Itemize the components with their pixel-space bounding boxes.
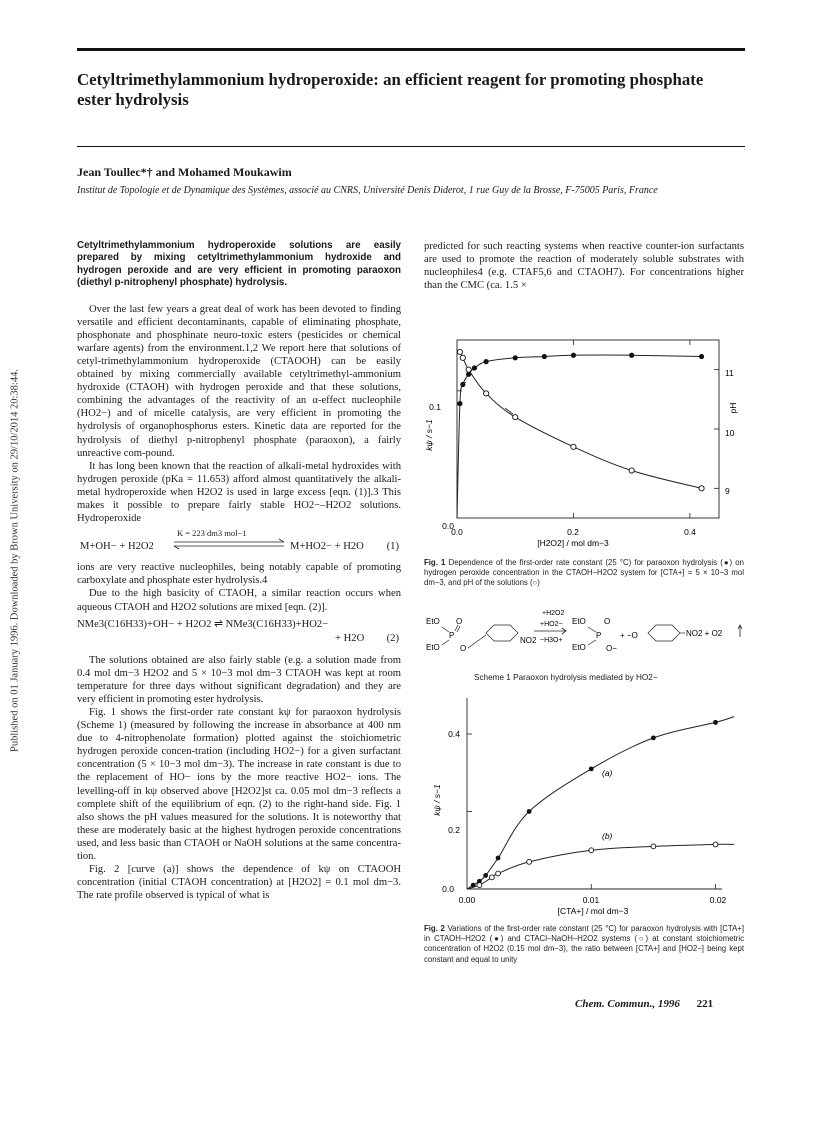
fig2-a-point (651, 735, 656, 740)
scheme-o: O (460, 644, 467, 653)
scheme-ominus: O− (606, 644, 617, 653)
fig1-ph-point (699, 486, 704, 491)
fig2-curve-a-label: (a) (602, 768, 613, 778)
eq2-line2: + H2O (335, 632, 365, 644)
benzene-ring-icon (648, 625, 680, 641)
fig2-b-point (713, 842, 718, 847)
scheme-o: O (456, 617, 463, 626)
fig1-k-point (513, 355, 518, 360)
paragraph: The solutions obtained are also fairly stable (e.g. a solution made from 0.4 mol dm−3 H2O2 and 5 × 10−3 mol dm−3 CTAOH was kept at room temperature for three days without significant degradation) and they are very efficient in promoting ester hydrolysis. (77, 654, 401, 705)
equation-1 (77, 527, 401, 561)
scheme-p: P (449, 631, 455, 640)
benzene-ring-icon (486, 625, 518, 641)
fig2-caption-text: Variations of the first-order rate constant (25 °C) for paraoxon hydrolysis with [CTA+] in CTAOH–H2O2 (●) and CTACl–NaOH–H2O2 systems (○) at constant stoichiometric concentration of H2O2 (0.15 mol dm−3), the ratio between [CTA+] and [HO2−] being kept constant and equal to unity (424, 924, 744, 964)
fig2-xtick: 0.02 (709, 895, 727, 905)
scheme-eto: EtO (426, 643, 440, 652)
fig2-xtick: 0.00 (458, 895, 476, 905)
right-column (424, 240, 744, 292)
fig1-xtick: 0.4 (684, 527, 696, 537)
fig1-ytick: 0.1 (429, 402, 441, 412)
fig1-k-point (472, 365, 477, 370)
fig2-xtick: 0.01 (582, 895, 600, 905)
fig2-a-point (471, 883, 476, 888)
fig1-xtick: 0.0 (451, 527, 463, 537)
affiliation: Institut de Topologie et de Dynamique des Systèmes, associé au CNRS, Université Denis Diderot, 1 rue Guy de la Brosse, F-75005 Paris, France (77, 185, 658, 196)
paragraph: Fig. 2 [curve (a)] shows the dependence of kψ on CTAOOH concentration (initial CTAOH concentration) at [H2O2] = 0.1 mol dm−3. The rate profile observed is typical of what is (77, 864, 401, 902)
sidebar-text: Published on 01 January 1996. Downloaded by Brown University on 29/10/2014 20:38:44. (9, 369, 21, 752)
fig1-k-point (542, 354, 547, 359)
article-title: Cetyltrimethylammonium hydroperoxide: an efficient reagent for promoting phosphate ester hydrolysis (77, 70, 704, 109)
fig1-k-point (699, 354, 704, 359)
scheme-no2: NO2 (520, 636, 537, 645)
fig1-k-point (484, 359, 489, 364)
fig1-ph-point (571, 444, 576, 449)
scheme-1 (424, 605, 744, 665)
fig2-b-point (477, 883, 482, 888)
authors: Jean Toullec*† and Mohamed Moukawim (77, 165, 292, 179)
scheme-reagent: −H3O+ (540, 637, 563, 644)
equation-2 (77, 618, 401, 648)
fig1-xtick: 0.2 (567, 527, 579, 537)
fig1-k-point (457, 401, 462, 406)
fig2-ytick: 0.2 (448, 825, 460, 835)
fig2-xlabel: [CTA+] / mol dm−3 (557, 906, 629, 916)
fig1-ph-point (460, 355, 465, 360)
scheme-eto: EtO (572, 643, 586, 652)
fig1-ylabel-right: pH (728, 402, 738, 414)
fig2-b-point (496, 871, 501, 876)
fig2-a-point (589, 766, 594, 771)
top-rule (77, 48, 745, 51)
scheme-reagent: +HO2− (540, 621, 563, 628)
fig1-k-curve (457, 355, 702, 518)
fig2-caption-label: Fig. 2 (424, 924, 445, 933)
fig1-ylabel: kψ / s−1 (424, 419, 434, 451)
fig2-a-point (527, 809, 532, 814)
fig1-ph-point (629, 468, 634, 473)
fig1-frame (457, 340, 719, 518)
fig2-caption (424, 924, 744, 965)
fig2-curve-a (467, 717, 734, 889)
figure-1 (410, 330, 745, 550)
paragraph: Due to the high basicity of CTAOH, a similar reaction occurs when aqueous CTAOH and H2O2 solutions are mixed [eqn. (2)]. (77, 588, 401, 613)
fig2-curve-b (467, 844, 734, 889)
paragraph: Fig. 1 shows the first-order rate constant kψ for paraoxon hydrolysis (Scheme 1) (measured by following the increase in absorbance at 400 nm due to 4-nitrophenolate formation) plotted against the stoichiometric hydrogen peroxide concen-tration (including HO2−) for a given surfactant concentration (5 × 10−3 mol dm−3). The increase in rate constant is due to the replacement of HO− ions by the more reactive HO2− ions. The levelling-off in kψ observed above [H2O2]st ca. 0.05 mol dm−3 reflects a complete shift of the equilibrium of eqn. (2) to the right-hand side. Fig. 1 also shows the pH values measured for the solutions. It is noteworthy that these are moderately basic at the highest hydrogen peroxide concentrations used, and less basic than CTAOH or NaOH solutions at the same concentra-tion. (77, 706, 401, 862)
fig2-a-point (483, 873, 488, 878)
fig1-caption-label: Fig. 1 (424, 558, 446, 567)
fig2-b-point (489, 875, 494, 880)
page-number: 221 (696, 998, 714, 1010)
abstract: Cetyltrimethylammonium hydroperoxide solutions are easily prepared by mixing cetyltrimethylammonium hydroxide and hydrogen peroxide and are very efficient in promoting paraoxon (diethyl p-nitrophenyl phosphate) hydrolysis. (77, 240, 401, 289)
fig1-ph-point (457, 349, 462, 354)
fig2-ylabel: kψ / s−1 (432, 784, 442, 816)
paragraph: Over the last few years a great deal of work has been devoted to finding versatile and efficient decontaminants, capable of eliminating phosphate, phosphonate and phosphinate neuro-toxic esters (pesticides or chemical warfare agents) from the environment.1,2 We report here that solutions of cetyl-trimethylammonium hydroperoxide (CTAOOH) can be easily obtained by mixing commercially available cetyltrimethyl-ammonium hydroxide (CTAOH) with hydrogen peroxide and that these solutions, combining the advantages of the reactivity of an α-effect nucleophile (HO2−) and of micelle catalysis, are very efficient in promoting the hydrolysis of organophosphorus esters. Kinetic data are reported for the hydrolysis of diethyl p-nitrophenyl phosphate (paraoxon), a fairly unreactive com-pound. (77, 303, 401, 459)
fig2-b-point (589, 848, 594, 853)
fig2-a-point (496, 856, 501, 861)
fig1-ph-point (513, 415, 518, 420)
scheme-p: P (596, 631, 602, 640)
fig1-k-point (629, 353, 634, 358)
fig1-caption (424, 558, 744, 589)
fig1-k-point (571, 353, 576, 358)
page-footer (575, 998, 713, 1010)
fig1-ph-point (484, 391, 489, 396)
fig2-ytick: 0.0 (442, 884, 454, 894)
eq2-number: (2) (386, 632, 399, 644)
fig1-ticks (457, 340, 719, 518)
fig2-b-point (527, 859, 532, 864)
fig2-b-point (651, 844, 656, 849)
fig1-ph-point (466, 367, 471, 372)
fig1-ytick-right: 9 (725, 486, 730, 496)
eq2-line1: NMe3(C16H33)+OH− + H2O2 ⇌ NMe3(C16H33)+HO2− (77, 618, 329, 630)
fig2-curve-b-label: (b) (602, 831, 613, 841)
fig2-a-point (713, 720, 718, 725)
left-column (77, 240, 401, 902)
equilibrium-constant: K = 223 dm3 mol−1 (177, 528, 247, 539)
scheme-o: O (604, 617, 611, 626)
fig1-xlabel: [H2O2] / mol dm−3 (537, 538, 609, 548)
eq1-products: M+HO2− + H2O (290, 541, 364, 553)
fig1-ytick: 0.0 (442, 521, 454, 531)
scheme-caption: Scheme 1 Paraoxon hydrolysis mediated by HO2− (474, 673, 658, 682)
scheme-eto: EtO (426, 617, 440, 626)
fig1-ph-curve (460, 352, 702, 488)
eq1-reactants: M+OH− + H2O2 (80, 541, 154, 553)
journal-citation: Chem. Commun., 1996 (575, 998, 680, 1010)
scheme-plus-o: + −O (620, 631, 638, 640)
download-sidebar (0, 0, 22, 1131)
eq1-number: (1) (386, 541, 399, 553)
fig1-caption-text: Dependence of the first-order rate constant (25 °C) for paraoxon hydrolysis (●) on hydrogen peroxide concentration in the CTAOH–H2O2 system for [CTA+] = 5 × 10−3 mol dm−3, and pH of the solutions (○) (424, 558, 744, 588)
scheme-eto: EtO (572, 617, 586, 626)
fig1-ytick-right: 10 (725, 428, 735, 438)
title-rule (77, 146, 745, 147)
figure-2 (410, 688, 745, 918)
paragraph: predicted for such reacting systems when reactive counter-ion surfactants are used to promote the reaction of moderately soluble substrates with nucleophiles4 (e.g. CTAF5,6 and CTAOH7). For concentrations higher than the CMC (ca. 1.5 × (424, 241, 744, 292)
fig1-ytick-right: 11 (725, 368, 734, 378)
scheme-reagent: +H2O2 (542, 610, 565, 617)
fig2-ytick: 0.4 (448, 729, 460, 739)
scheme-no2-o2: NO2 + O2 (686, 629, 723, 638)
paragraph: ions are very reactive nucleophiles, being notably capable of promoting carboxylate and phosphate ester hydrolysis.4 (77, 562, 401, 587)
paragraph: It has long been known that the reaction of alkali-metal hydroxides with hydrogen peroxide (pKa = 11.653) afford almost quantitatively the alkali-metal hydroperoxide when H2O2 is used in large excess [eqn. (1)].3 This makes it possible to prepare fairly stable HO2−–H2O2 solutions. Hydroperoxide (77, 460, 401, 525)
equilibrium-arrow-icon (174, 538, 286, 550)
